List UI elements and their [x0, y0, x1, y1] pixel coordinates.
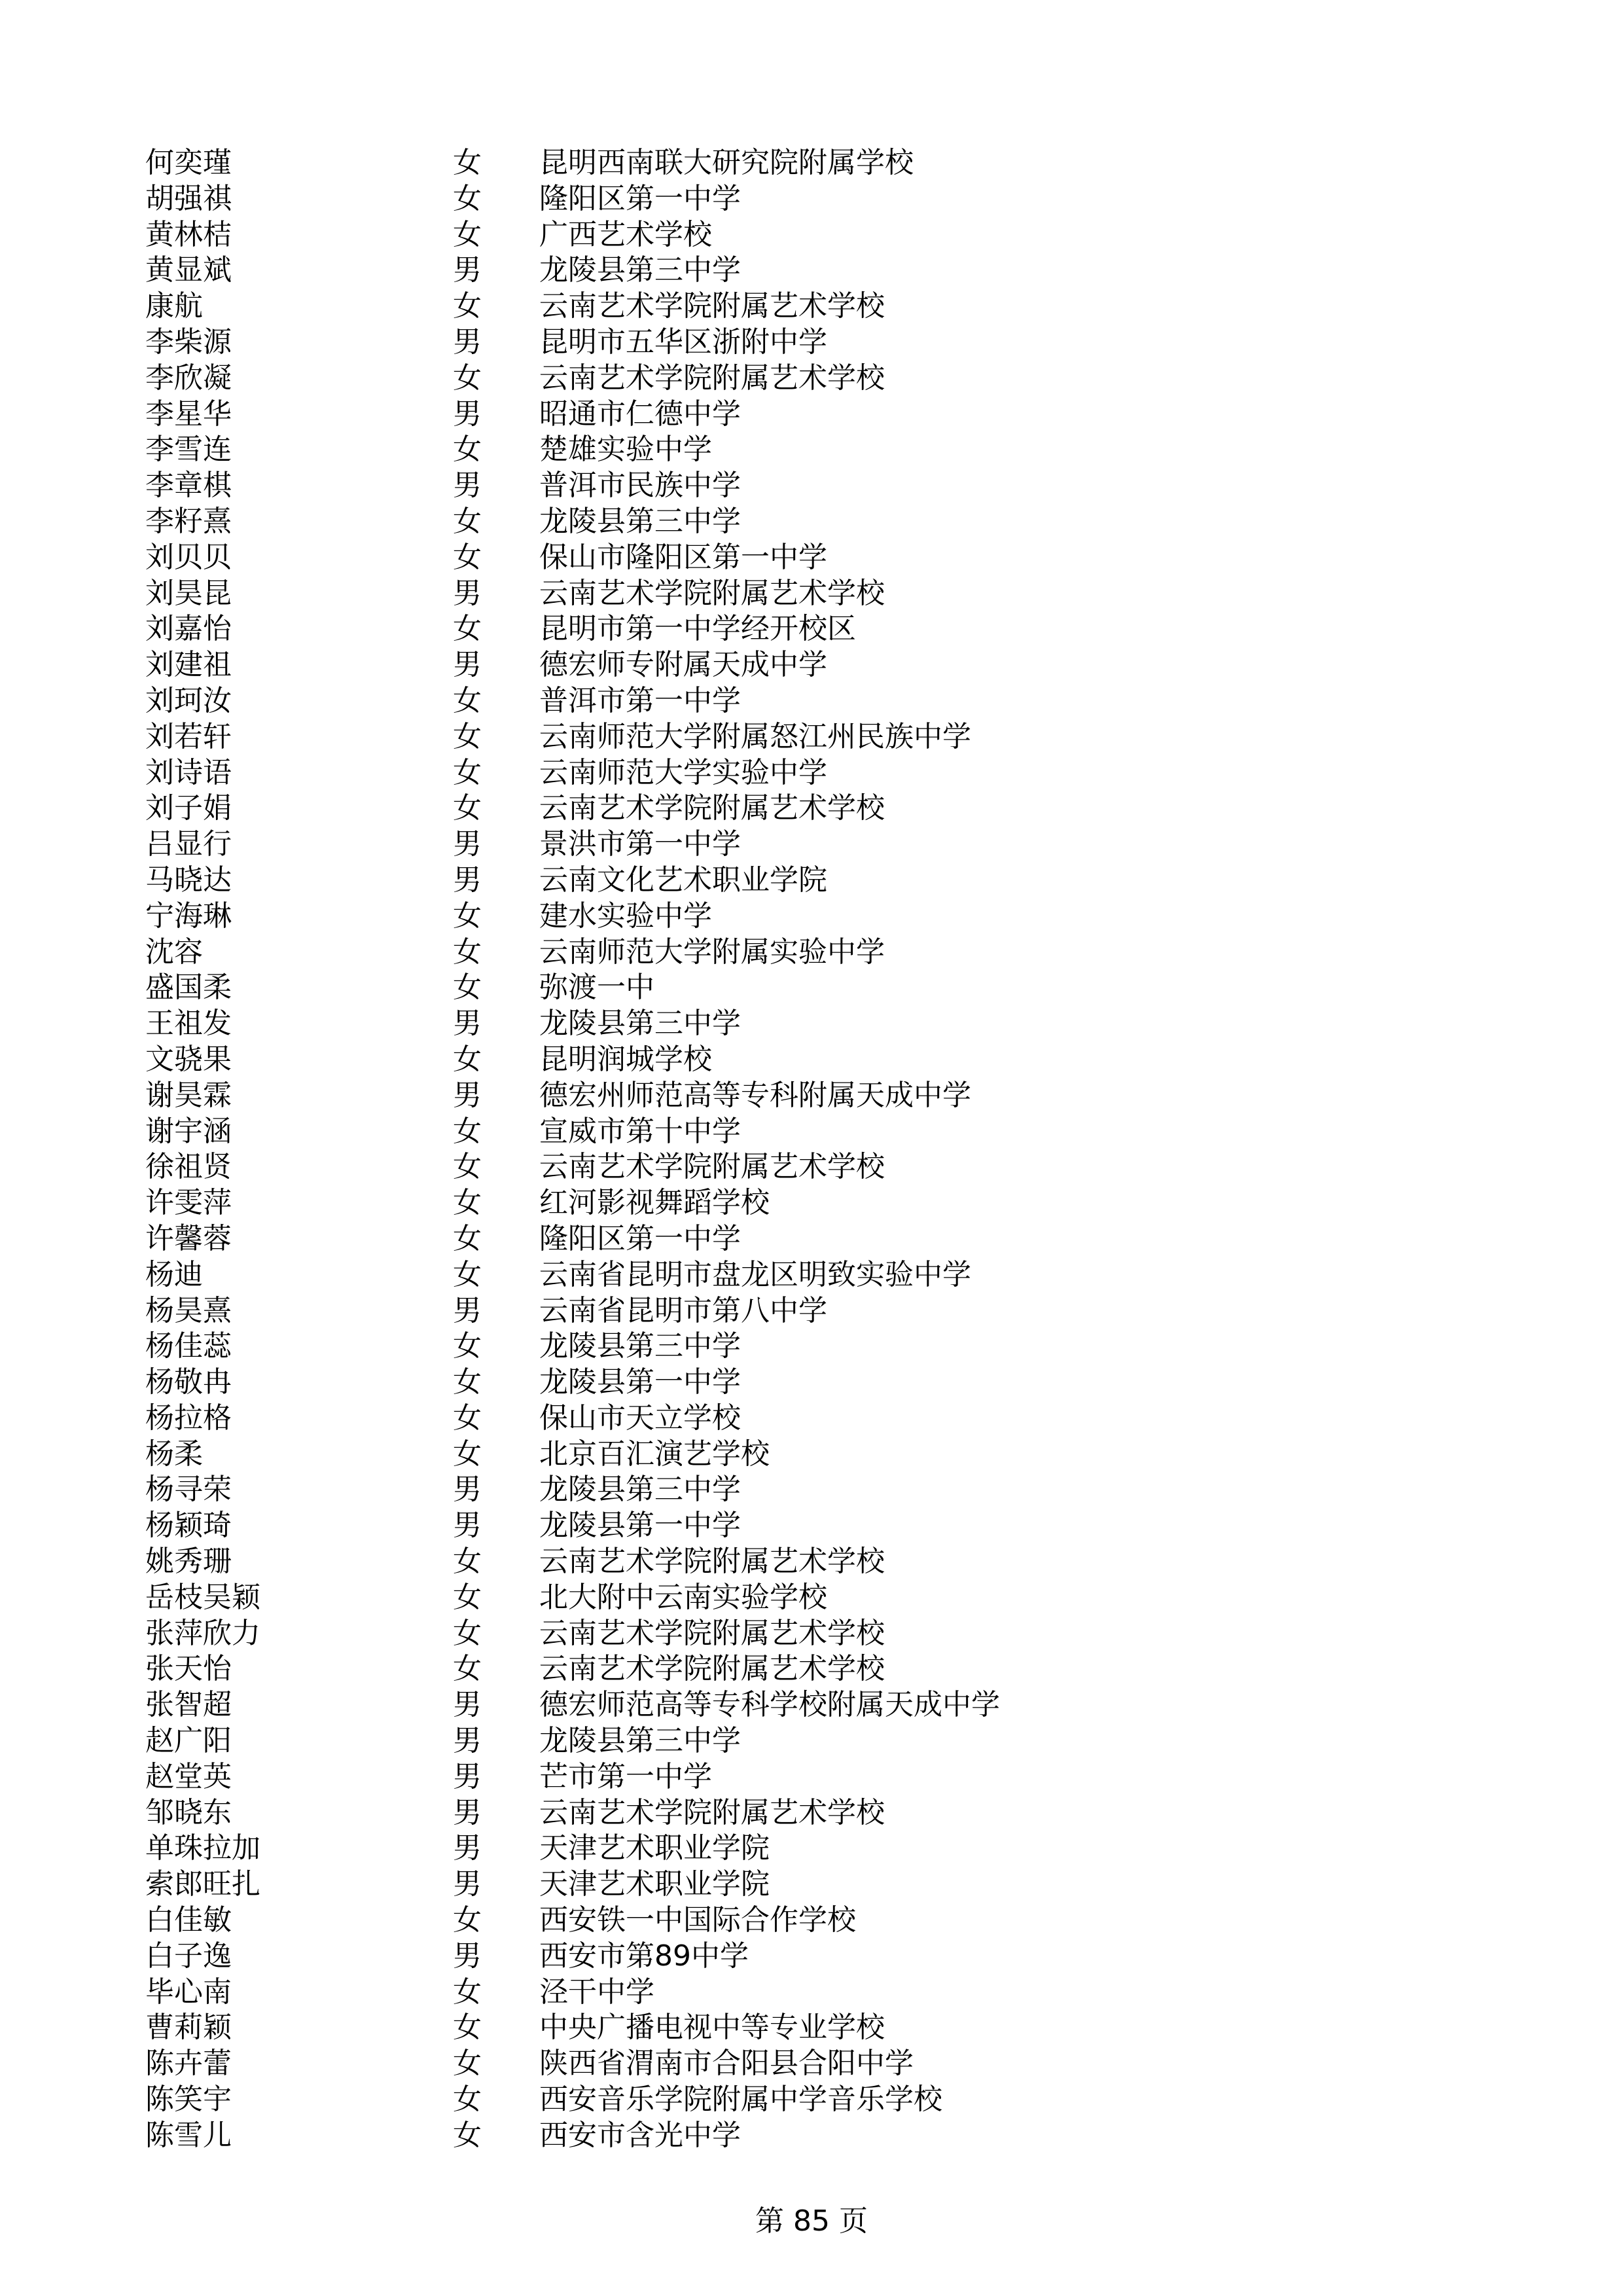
student-name: 杨佳蕊	[145, 1329, 232, 1363]
student-name: 康航	[145, 289, 203, 323]
student-name: 王祖发	[145, 1007, 232, 1041]
student-school: 龙陵县第一中学	[539, 1365, 741, 1399]
student-name: 陈卉蕾	[145, 2047, 232, 2081]
student-school: 云南艺术学院附属艺术学校	[539, 1652, 885, 1686]
list-item	[145, 1149, 1520, 1185]
student-school: 龙陵县第一中学	[539, 1509, 741, 1543]
student-gender: 女	[453, 433, 482, 467]
student-name: 谢昊霖	[145, 1078, 232, 1112]
student-gender: 女	[453, 719, 482, 753]
student-gender: 女	[453, 899, 482, 933]
student-gender: 女	[453, 1401, 482, 1435]
list-item	[145, 289, 1520, 325]
student-school: 天津艺术职业学院	[539, 1831, 770, 1865]
student-school: 龙陵县第三中学	[539, 1007, 741, 1041]
student-school: 云南艺术学院附属艺术学校	[539, 576, 885, 610]
student-gender: 男	[453, 1293, 482, 1327]
student-school: 西安音乐学院附属中学音乐学校	[539, 2083, 942, 2117]
student-gender: 女	[453, 1437, 482, 1471]
list-item	[145, 1114, 1520, 1150]
list-item	[145, 1580, 1520, 1616]
student-name: 杨迪	[145, 1257, 203, 1291]
student-name: 许馨蓉	[145, 1221, 232, 1255]
student-name: 杨颖琦	[145, 1509, 232, 1543]
student-gender: 女	[453, 1186, 482, 1220]
student-gender: 女	[453, 2083, 482, 2117]
student-school: 云南师范大学附属怒江州民族中学	[539, 719, 971, 753]
student-school: 云南师范大学附属实验中学	[539, 935, 885, 969]
student-gender: 女	[453, 1257, 482, 1291]
student-gender: 女	[453, 361, 482, 395]
student-school: 宣威市第十中学	[539, 1114, 741, 1148]
student-school: 隆阳区第一中学	[539, 1221, 741, 1255]
list-item	[145, 361, 1520, 397]
student-gender: 女	[453, 683, 482, 717]
list-item	[145, 1078, 1520, 1114]
student-gender: 女	[453, 2047, 482, 2081]
student-school: 普洱市第一中学	[539, 683, 741, 717]
list-item	[145, 683, 1520, 719]
student-name: 赵堂英	[145, 1759, 232, 1793]
student-name: 徐祖贤	[145, 1150, 232, 1184]
student-name: 李雪连	[145, 433, 232, 467]
student-gender: 男	[453, 1831, 482, 1865]
student-gender: 女	[453, 971, 482, 1005]
student-gender: 女	[453, 755, 482, 789]
list-item	[145, 863, 1520, 899]
list-item	[145, 1687, 1520, 1723]
student-school: 普洱市民族中学	[539, 469, 741, 503]
student-name: 索郎旺扎	[145, 1867, 260, 1901]
student-name: 刘子娟	[145, 791, 232, 825]
student-name: 刘若轩	[145, 719, 232, 753]
student-gender: 女	[453, 1616, 482, 1650]
list-item	[145, 468, 1520, 504]
student-name: 刘诗语	[145, 755, 232, 789]
student-gender: 女	[453, 1652, 482, 1686]
student-gender: 女	[453, 791, 482, 825]
student-gender: 女	[453, 2011, 482, 2045]
list-item	[145, 1006, 1520, 1042]
student-gender: 男	[453, 1509, 482, 1543]
student-school: 中央广播电视中等专业学校	[539, 2011, 885, 2045]
student-name: 赵广阳	[145, 1724, 232, 1758]
page-number: 第 85 页	[755, 2204, 868, 2238]
list-item	[145, 1221, 1520, 1257]
student-name: 单珠拉加	[145, 1831, 260, 1865]
list-item	[145, 217, 1520, 253]
student-name: 李籽熹	[145, 504, 232, 538]
student-name: 陈笑宇	[145, 2083, 232, 2117]
student-gender: 女	[453, 146, 482, 179]
student-name: 黄显斌	[145, 253, 232, 287]
student-school: 西安铁一中国际合作学校	[539, 1903, 856, 1937]
list-item	[145, 647, 1520, 683]
list-item	[145, 611, 1520, 647]
student-school: 昆明润城学校	[539, 1042, 712, 1076]
student-name: 胡强祺	[145, 181, 232, 215]
student-school: 天津艺术职业学院	[539, 1867, 770, 1901]
student-gender: 男	[453, 1688, 482, 1722]
student-school: 云南艺术学院附属艺术学校	[539, 289, 885, 323]
student-name: 何奕瑾	[145, 146, 232, 179]
list-item	[145, 540, 1520, 576]
student-name: 邹晓东	[145, 1795, 232, 1829]
student-school: 龙陵县第三中学	[539, 504, 741, 538]
student-gender: 女	[453, 217, 482, 251]
student-school: 云南艺术学院附属艺术学校	[539, 1545, 885, 1579]
student-name: 吕显行	[145, 827, 232, 861]
student-name: 刘建祖	[145, 648, 232, 682]
student-gender: 女	[453, 181, 482, 215]
student-name: 张天怡	[145, 1652, 232, 1686]
student-school: 龙陵县第三中学	[539, 1473, 741, 1507]
student-school: 北大附中云南实验学校	[539, 1580, 827, 1614]
student-gender: 男	[453, 253, 482, 287]
student-name: 刘珂汝	[145, 683, 232, 717]
list-item	[145, 2082, 1520, 2118]
list-item	[145, 899, 1520, 935]
student-gender: 女	[453, 1545, 482, 1579]
student-gender: 男	[453, 1867, 482, 1901]
list-item	[145, 1795, 1520, 1831]
list-item	[145, 1867, 1520, 1903]
list-item	[145, 1293, 1520, 1329]
list-item	[145, 2046, 1520, 2082]
list-item	[145, 1257, 1520, 1293]
student-name: 马晓达	[145, 863, 232, 897]
student-name: 宁海琳	[145, 899, 232, 933]
list-item	[145, 1939, 1520, 1975]
student-name: 杨寻荣	[145, 1473, 232, 1507]
student-school: 建水实验中学	[539, 899, 712, 933]
student-school: 昆明市五华区浙附中学	[539, 325, 827, 359]
list-item	[145, 2118, 1520, 2154]
student-name: 李章棋	[145, 469, 232, 503]
student-name: 姚秀珊	[145, 1545, 232, 1579]
student-school: 德宏师专附属天成中学	[539, 648, 827, 682]
student-gender: 女	[453, 1975, 482, 2009]
list-item	[145, 1401, 1520, 1437]
student-gender: 女	[453, 540, 482, 574]
student-school: 云南师范大学实验中学	[539, 755, 827, 789]
student-school: 西安市第89中学	[539, 1939, 749, 1973]
student-school: 红河影视舞蹈学校	[539, 1186, 770, 1220]
student-school: 龙陵县第三中学	[539, 253, 741, 287]
student-gender: 男	[453, 469, 482, 503]
roster-list	[145, 145, 1520, 2154]
list-item	[145, 1472, 1520, 1508]
student-gender: 男	[453, 1724, 482, 1758]
student-school: 云南省昆明市盘龙区明致实验中学	[539, 1257, 971, 1291]
student-school: 广西艺术学校	[539, 217, 712, 251]
list-item	[145, 1975, 1520, 2011]
list-item	[145, 1544, 1520, 1580]
list-item	[145, 181, 1520, 217]
list-item	[145, 1042, 1520, 1078]
student-name: 杨拉格	[145, 1401, 232, 1435]
list-item	[145, 576, 1520, 612]
student-name: 张萍欣力	[145, 1616, 260, 1650]
student-school: 西安市含光中学	[539, 2118, 741, 2152]
student-school: 景洪市第一中学	[539, 827, 741, 861]
list-item	[145, 1508, 1520, 1544]
student-school: 云南艺术学院附属艺术学校	[539, 1150, 885, 1184]
student-gender: 男	[453, 576, 482, 610]
student-school: 云南艺术学院附属艺术学校	[539, 361, 885, 395]
student-name: 刘昊昆	[145, 576, 232, 610]
student-gender: 女	[453, 1903, 482, 1937]
student-gender: 男	[453, 863, 482, 897]
student-school: 泾干中学	[539, 1975, 654, 2009]
student-name: 曹莉颖	[145, 2011, 232, 2045]
student-gender: 女	[453, 504, 482, 538]
list-item	[145, 1329, 1520, 1365]
list-item	[145, 827, 1520, 863]
student-school: 云南文化艺术职业学院	[539, 863, 827, 897]
student-gender: 女	[453, 935, 482, 969]
list-item	[145, 1185, 1520, 1221]
student-gender: 男	[453, 1939, 482, 1973]
student-school: 保山市天立学校	[539, 1401, 741, 1435]
list-item	[145, 1651, 1520, 1687]
student-school: 陕西省渭南市合阳县合阳中学	[539, 2047, 914, 2081]
student-name: 文骁果	[145, 1042, 232, 1076]
list-item	[145, 755, 1520, 791]
student-school: 保山市隆阳区第一中学	[539, 540, 827, 574]
student-gender: 男	[453, 1795, 482, 1829]
list-item	[145, 432, 1520, 468]
student-gender: 女	[453, 612, 482, 646]
list-item	[145, 1759, 1520, 1795]
list-item	[145, 719, 1520, 755]
student-gender: 女	[453, 289, 482, 323]
student-gender: 女	[453, 1329, 482, 1363]
student-gender: 女	[453, 1365, 482, 1399]
student-name: 毕心南	[145, 1975, 232, 2009]
list-item	[145, 1616, 1520, 1652]
student-gender: 女	[453, 1042, 482, 1076]
list-item	[145, 1723, 1520, 1759]
student-name: 白佳敏	[145, 1903, 232, 1937]
student-school: 龙陵县第三中学	[539, 1329, 741, 1363]
student-name: 刘嘉怡	[145, 612, 232, 646]
list-item	[145, 935, 1520, 971]
list-item	[145, 1903, 1520, 1939]
student-school: 北京百汇演艺学校	[539, 1437, 770, 1471]
student-school: 云南艺术学院附属艺术学校	[539, 791, 885, 825]
list-item	[145, 397, 1520, 433]
list-item	[145, 970, 1520, 1006]
student-school: 云南艺术学院附属艺术学校	[539, 1795, 885, 1829]
student-name: 张智超	[145, 1688, 232, 1722]
student-gender: 男	[453, 648, 482, 682]
list-item	[145, 504, 1520, 540]
student-gender: 女	[453, 1114, 482, 1148]
student-name: 沈容	[145, 935, 203, 969]
student-name: 李欣凝	[145, 361, 232, 395]
student-gender: 男	[453, 1007, 482, 1041]
student-gender: 男	[453, 1473, 482, 1507]
list-item	[145, 145, 1520, 181]
student-gender: 男	[453, 1078, 482, 1112]
student-name: 李星华	[145, 397, 232, 431]
student-name: 杨柔	[145, 1437, 203, 1471]
student-name: 杨昊熹	[145, 1293, 232, 1327]
list-item	[145, 325, 1520, 361]
student-gender: 女	[453, 2118, 482, 2152]
student-gender: 男	[453, 397, 482, 431]
student-gender: 女	[453, 1150, 482, 1184]
student-school: 云南艺术学院附属艺术学校	[539, 1616, 885, 1650]
student-school: 芒市第一中学	[539, 1759, 712, 1793]
student-name: 岳枝吴颖	[145, 1580, 260, 1614]
list-item	[145, 1365, 1520, 1401]
list-item	[145, 1831, 1520, 1867]
student-school: 龙陵县第三中学	[539, 1724, 741, 1758]
student-school: 楚雄实验中学	[539, 433, 712, 467]
student-school: 云南省昆明市第八中学	[539, 1293, 827, 1327]
list-item	[145, 1437, 1520, 1473]
list-item	[145, 791, 1520, 827]
student-gender: 女	[453, 1580, 482, 1614]
student-school: 弥渡一中	[539, 971, 654, 1005]
student-gender: 男	[453, 827, 482, 861]
list-item	[145, 253, 1520, 289]
student-name: 许雯萍	[145, 1186, 232, 1220]
student-name: 盛国柔	[145, 971, 232, 1005]
student-school: 昭通市仁德中学	[539, 397, 741, 431]
student-name: 李柴源	[145, 325, 232, 359]
student-name: 谢宇涵	[145, 1114, 232, 1148]
student-school: 昆明西南联大研究院附属学校	[539, 146, 914, 179]
student-name: 陈雪儿	[145, 2118, 232, 2152]
student-gender: 女	[453, 1221, 482, 1255]
student-gender: 男	[453, 325, 482, 359]
student-name: 白子逸	[145, 1939, 232, 1973]
student-school: 德宏州师范高等专科附属天成中学	[539, 1078, 971, 1112]
student-gender: 男	[453, 1759, 482, 1793]
student-name: 刘贝贝	[145, 540, 232, 574]
list-item	[145, 2010, 1520, 2046]
student-name: 杨敬冉	[145, 1365, 232, 1399]
student-school: 昆明市第一中学经开校区	[539, 612, 856, 646]
student-school: 德宏师范高等专科学校附属天成中学	[539, 1688, 1000, 1722]
student-name: 黄林桔	[145, 217, 232, 251]
student-school: 隆阳区第一中学	[539, 181, 741, 215]
